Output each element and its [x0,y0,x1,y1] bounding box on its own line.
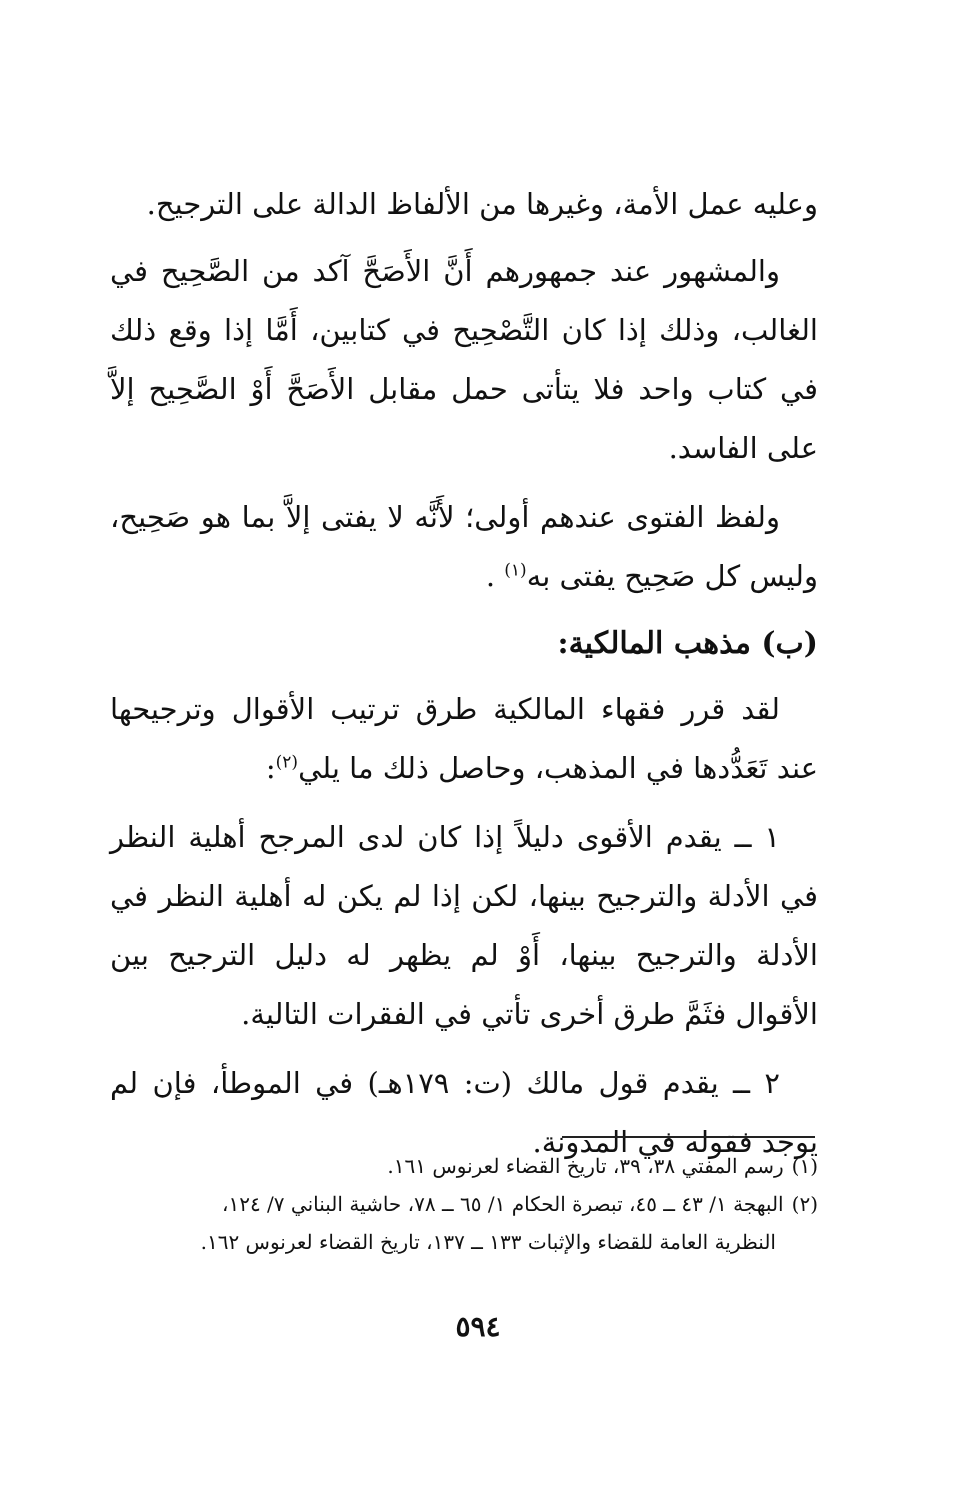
paragraph-4 [110,680,818,798]
paragraph-2: والمشهور عند جمهورهم أَنَّ الأَصَحَّ آكد من الصَّحِيح في الغالب، وذلك إذا كان التَّصْحِيح في كتابين، أَمَّا إذا وقع ذلك في كتاب واحد فلا يتأتى حمل مقابل الأَصَحَّ أَوْ الصَّحِيح إلاَّ على الفاسد. [110,254,818,465]
paragraph-3 [110,488,818,606]
footnote-ref-2[interactable]: (٢) [275,752,299,773]
paragraph-1: وعليه عمل الأمة، وغيرها من الألفاظ الدالة على الترجيح. [146,187,818,221]
paragraph-3-text: ولفظ الفتوى عندهم أولى؛ لأَنَّه لا يفتى إلاَّ بما هو صَحِيح، وليس كل صَحِيح يفتى به [110,500,818,593]
paragraph-4-text: لقد قرر فقهاء المالكية طرق ترتيب الأقوال وترجيحها عند تَعَدُّدها في المذهب، وحاصل ذلك ما يلي [110,692,818,785]
footnotes [110,1147,818,1261]
footnote-1-number: (١) [791,1154,818,1178]
footnote-2-text: البهجة ١/ ٤٣ ــ ٤٥، تبصرة الحكام ١/ ٦٥ ــ ٧٨، حاشية البناني ٧/ ١٢٤، [221,1192,784,1216]
footnote-divider [562,1136,815,1138]
page-number: ٥٩٤ [455,1310,501,1343]
paragraph-3-end: . [485,559,505,593]
footnote-1-text: رسم المفتي ٣٨، ٣٩، تاريخ القضاء لعرنوس ١٦١. [387,1154,784,1178]
footnote-2-number: (٢) [791,1192,818,1216]
paragraph-4-end: : [265,751,276,785]
main-text [110,175,818,1172]
section-heading: (ب) مذهب المالكية: [557,626,818,661]
footnote-2-continuation: النظرية العامة للقضاء والإثبات ١٣٣ ــ ١٣٧، تاريخ القضاء لعرنوس ١٦٢. [200,1230,776,1254]
footnote-2 [110,1185,818,1223]
paragraph-5: ١ ــ يقدم الأقوى دليلاً إذا كان لدى المرجح أهلية النظر في الأدلة والترجيح بينها، لكن إذا لم يكن له أهلية النظر في الأدلة والترجيح بينها، أَوْ لم يظهر له دليل الترجيح بين الأقوال فثَمَّ طرق أخرى تأتي في الفقرات التالية. [110,820,818,1031]
paragraph-6: ٢ ــ يقدم قول مالك (ت: ١٧٩هـ) في الموطأ، فإن لم يوجد فقوله في المدونة. [110,1066,818,1159]
footnote-ref-1[interactable]: (١) [504,560,527,581]
footnote-1 [110,1147,818,1185]
